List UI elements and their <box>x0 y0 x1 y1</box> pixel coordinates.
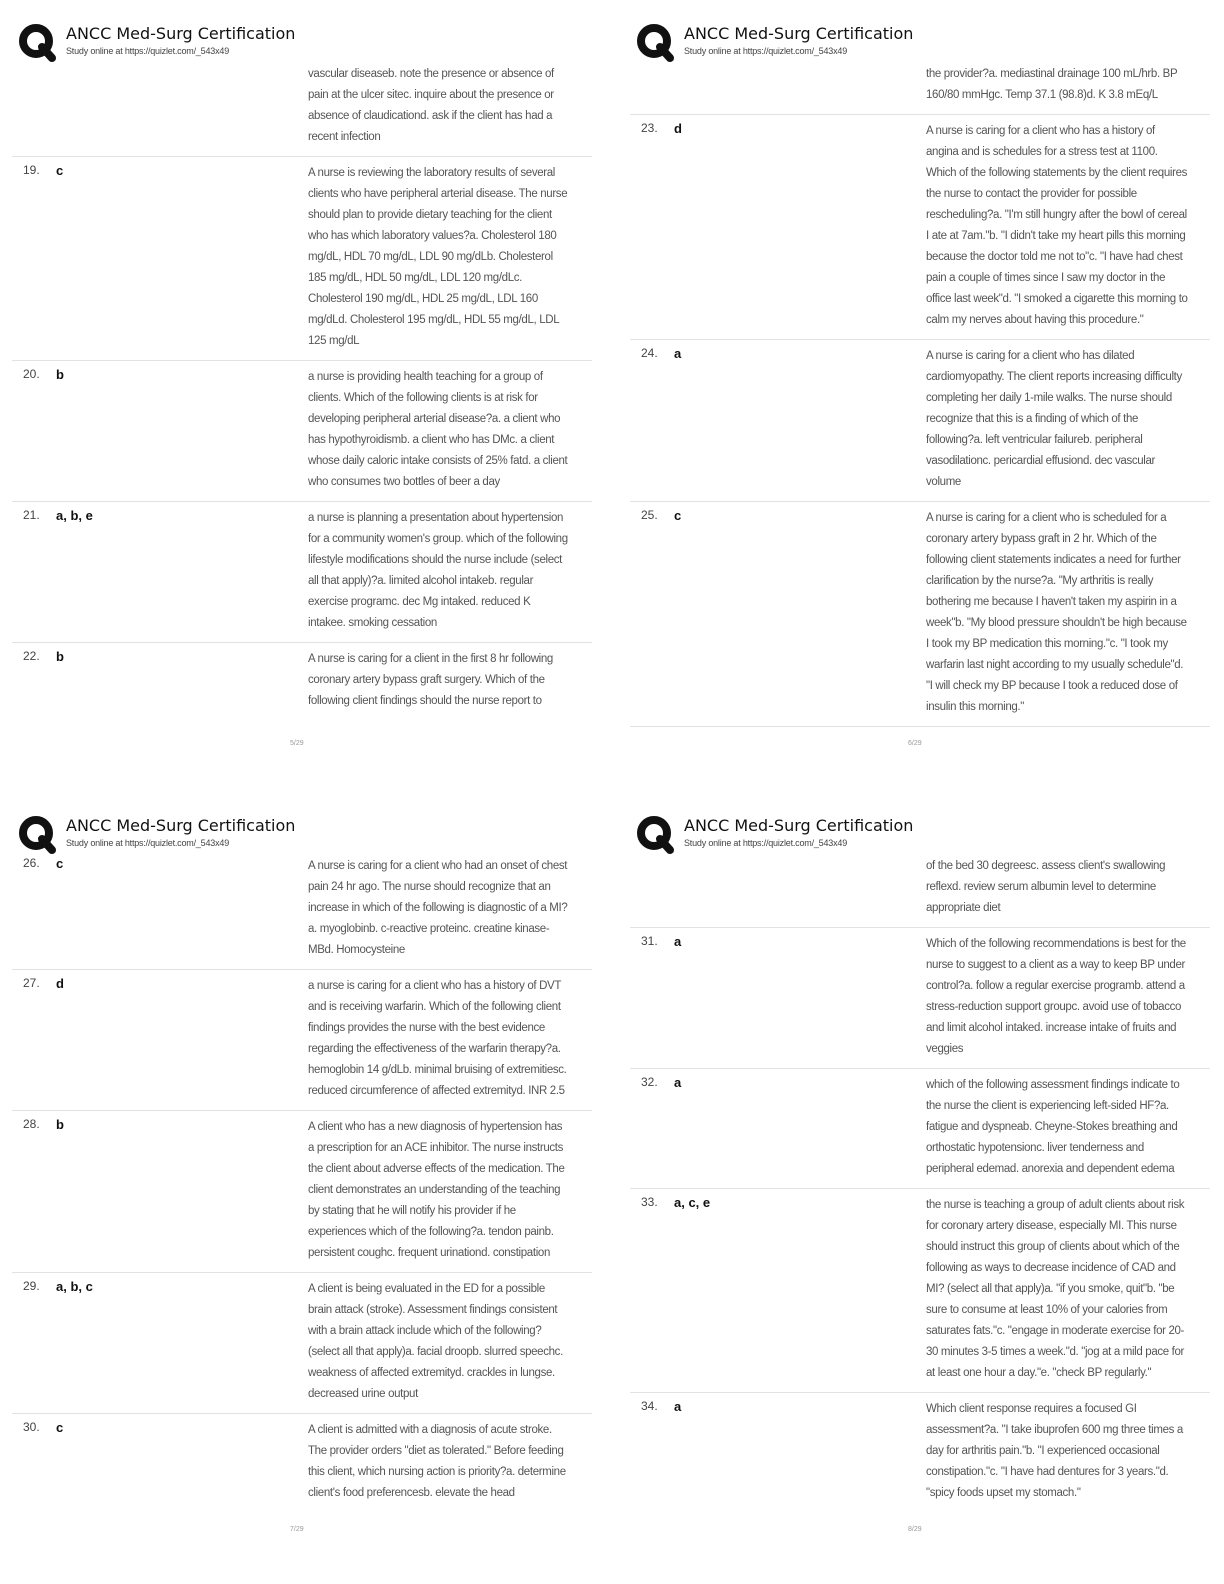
card-answer: a, b, e <box>56 508 93 523</box>
page-5 <box>12 8 612 788</box>
card-question: A nurse is reviewing the laboratory results of several clients who have peripheral arterial disease. The nurse should plan to provide dietary teaching for the client who has which laboratory values?a. Cholesterol 180 mg/dL, HDL 70 mg/dL, LDL 90 mg/dLb. Cholesterol 185 mg/dL, HDL 50 mg/dL, LDL 120 mg/dLc. Cholesterol 190 mg/dL, HDL 25 mg/dL, LDL 160 mg/dLd. Cholesterol 195 mg/dL, HDL 55 mg/dL, LDL 125 mg/dL <box>308 167 568 347</box>
card-row <box>630 502 1210 727</box>
card-answer: a <box>674 934 682 949</box>
page-number: 8/29 <box>908 1526 922 1533</box>
card-number: 19. <box>23 163 40 177</box>
card-number: 23. <box>641 121 658 135</box>
page-number: 7/29 <box>290 1526 304 1533</box>
card-row <box>12 361 592 502</box>
card-row <box>630 928 1210 1069</box>
card-row <box>12 157 592 361</box>
card-question: a nurse is providing health teaching for a group of clients. Which of the following clients is at risk for developing peripheral arterial disease?a. a client who has hypothyroidismb. a client who has DMc. a client whose daily caloric intake consists of 25% fatd. a client who consumes two bottles of beer a day <box>308 371 568 488</box>
doc-title: ANCC Med-Surg Certification <box>684 24 914 43</box>
quizlet-logo-icon <box>636 814 676 854</box>
card-answer: a <box>674 1399 682 1414</box>
card-question: Which client response requires a focused GI assessment?a. "I take ibuprofen 600 mg three times a day for arthritis pain."b. "I experienced occasional constipation."c. "I have had dentures for 3 years."d. "spicy foods upset my stomach." <box>926 1403 1183 1499</box>
card-answer: b <box>56 367 64 382</box>
card-row <box>12 1111 592 1273</box>
card-answer: c <box>56 163 64 178</box>
page-header <box>636 814 1196 854</box>
card-question: A client who has a new diagnosis of hypertension has a prescription for an ACE inhibitor. The nurse instructs the client about adverse effects of the medication. The client demonstrates an understanding of the teaching by stating that he will notify his provider if he experiences which of the following?a. tendon painb. persistent coughc. frequent urinationd. constipation <box>308 1121 565 1259</box>
card-question: a nurse is caring for a client who has a history of DVT and is receiving warfarin. Which of the following client findings provides the nurse with the best evidence regarding the effectiveness of the warfarin therapy?a. hemoglobin 14 g/dLb. minimal bruising of extremitiesc. reduced circumference of affected extremityd. INR 2.5 <box>308 980 567 1097</box>
page-number: 6/29 <box>908 740 922 747</box>
card-row <box>630 115 1210 340</box>
card-question: vascular diseaseb. note the presence or absence of pain at the ulcer sitec. inquire about the presence or absence of claudicationd. ask if the client has had a recent infection <box>308 68 554 143</box>
quizlet-logo-icon <box>636 22 676 62</box>
quizlet-logo-icon <box>18 814 58 854</box>
page-header <box>18 814 578 854</box>
doc-title: ANCC Med-Surg Certification <box>66 816 296 835</box>
card-number: 27. <box>23 976 40 990</box>
doc-title: ANCC Med-Surg Certification <box>66 24 296 43</box>
card-number <box>12 64 46 148</box>
card-row <box>12 643 592 720</box>
card-list <box>630 64 1210 727</box>
card-answer <box>664 856 926 919</box>
card-question: the provider?a. mediastinal drainage 100 mL/hrb. BP 160/80 mmHgc. Temp 37.1 (98.8)d. K 3.8 mEq/L <box>926 68 1178 101</box>
card-question: Which of the following recommendations is best for the nurse to suggest to a client as a way to keep BP under control?a. follow a regular exercise programb. attend a stress-reduction support groupc. avoid use of tobacco and limit alcohol intaked. increase intake of fruits and veggies <box>926 938 1186 1055</box>
card-row <box>12 856 592 970</box>
card-row <box>630 64 1210 115</box>
card-question: A client is being evaluated in the ED for a possible brain attack (stroke). Assessment findings consistent with a brain attack include which of the following? (select all that apply)a. facial droopb. slurred speechc. weakness of affected extremityd. crackles in lungse. decreased urine output <box>308 1283 563 1400</box>
card-answer: b <box>56 1117 64 1132</box>
card-question: A nurse is caring for a client who had an onset of chest pain 24 hr ago. The nurse should recognize that an increase in which of the following is diagnostic of a MI?a. myoglobinb. c-reactive proteinc. creatine kinase- MBd. Homocysteine <box>308 860 568 956</box>
card-number: 20. <box>23 367 40 381</box>
card-question: A client is admitted with a diagnosis of acute stroke. The provider orders "diet as tolerated." Before feeding this client, which nursing action is priority?a. determine client's food preferencesb. elevate the head <box>308 1424 566 1499</box>
card-answer: b <box>56 649 64 664</box>
page-7 <box>12 800 612 1580</box>
card-question: a nurse is planning a presentation about hypertension for a community women's group. which of the following lifestyle modifications should the nurse include (select all that apply)?a. limited alcohol intakeb. regular exercise programc. dec Mg intaked. reduced K intakee. smoking cessation <box>308 512 568 629</box>
card-number: 24. <box>641 346 658 360</box>
card-answer: a <box>674 346 682 361</box>
card-answer: d <box>674 121 682 136</box>
card-number <box>630 64 664 106</box>
doc-subtitle: Study online at https://quizlet.com/_543x49 <box>684 46 848 56</box>
card-row <box>630 340 1210 502</box>
card-question: which of the following assessment findings indicate to the nurse the client is experiencing left-sided HF?a. fatigue and dyspneab. Cheyne-Stokes breathing and orthostatic hypotensionc. liver tenderness and peripheral edemad. anorexia and dependent edema <box>926 1079 1180 1175</box>
card-row <box>12 502 592 643</box>
card-question: A nurse is caring for a client who is scheduled for a coronary artery bypass graft in 2 hr. Which of the following client statements indicates a need for further clarification by the nurse?a. "My arthritis is really bothering me because I haven't taken my aspirin in a week"b. "My blood pressure shouldn't be high because I took my BP medication this morning."c. "I took my warfarin last night according to my usually schedule"d. "I will check my BP because I took a reduced dose of insulin this morning." <box>926 512 1187 713</box>
card-list <box>12 64 592 720</box>
doc-subtitle: Study online at https://quizlet.com/_543x49 <box>684 838 848 848</box>
card-question: A nurse is caring for a client in the first 8 hr following coronary artery bypass graft surgery. Which of the following client findings should the nurse report to <box>308 653 553 707</box>
doc-subtitle: Study online at https://quizlet.com/_543x49 <box>66 46 230 56</box>
card-row <box>12 64 592 157</box>
quizlet-logo-icon <box>18 22 58 62</box>
card-number: 25. <box>641 508 658 522</box>
card-row <box>630 856 1210 928</box>
card-answer: c <box>674 508 682 523</box>
card-row <box>12 970 592 1111</box>
card-number: 30. <box>23 1420 40 1434</box>
card-answer: c <box>56 856 64 871</box>
card-question: A nurse is caring for a client who has dilated cardiomyopathy. The client reports increasing difficulty completing her daily 1-mile walks. The nurse should recognize that this is a finding of which of the following?a. left ventricular failureb. peripheral vasodilationc. pericardial effusiond. dec vascular volume <box>926 350 1182 488</box>
card-number: 31. <box>641 934 658 948</box>
card-row <box>630 1393 1210 1512</box>
card-question: A nurse is caring for a client who has a history of angina and is schedules for a stress test at 1100. Which of the following statements by the client requires the nurse to contact the provider for possible rescheduling?a. "I'm still hungry after the bowl of cereal I ate at 7am."b. "I didn't take my heart pills this morning because the doctor told me not to"c. "I have had chest pain a couple of times since I saw my doctor in the office last week"d. "I smoked a cigarette this morning to calm my nerves about having this procedure." <box>926 125 1188 326</box>
card-answer <box>664 64 926 106</box>
card-answer: a, c, e <box>674 1195 711 1210</box>
card-number: 28. <box>23 1117 40 1131</box>
card-answer: a, b, c <box>56 1279 93 1294</box>
page-number: 5/29 <box>290 740 304 747</box>
card-row <box>12 1273 592 1414</box>
card-answer: d <box>56 976 64 991</box>
card-list <box>630 856 1210 1512</box>
card-number: 21. <box>23 508 40 522</box>
card-question: of the bed 30 degreesc. assess client's swallowing reflexd. review serum albumin level to determine appropriate diet <box>926 860 1166 914</box>
doc-subtitle: Study online at https://quizlet.com/_543x49 <box>66 838 230 848</box>
page-header <box>636 22 1196 62</box>
page-8 <box>630 800 1224 1580</box>
card-answer: a <box>674 1075 682 1090</box>
card-number: 33. <box>641 1195 658 1209</box>
card-number: 32. <box>641 1075 658 1089</box>
card-row <box>12 1414 592 1512</box>
card-number: 34. <box>641 1399 658 1413</box>
card-number <box>630 856 664 919</box>
card-question: the nurse is teaching a group of adult clients about risk for coronary artery disease, especially MI. This nurse should instruct this group of clients about which of the following as ways to decrease incidence of CAD and MI? (select all that apply)a. "if you smoke, quit"b. "be sure to consume at least 10% of your calories from saturates fats."c. "engage in moderate exercise for 20-30 minutes 3-5 times a week."d. "jog at a mild pace for at least one hour a day."e. "check BP regularly." <box>926 1199 1185 1379</box>
card-answer: c <box>56 1420 64 1435</box>
card-number: 29. <box>23 1279 40 1293</box>
page-6 <box>630 8 1224 788</box>
card-row <box>630 1189 1210 1393</box>
card-row <box>630 1069 1210 1189</box>
card-number: 26. <box>23 856 40 870</box>
doc-title: ANCC Med-Surg Certification <box>684 816 914 835</box>
page-header <box>18 22 578 62</box>
card-answer <box>46 64 308 148</box>
card-number: 22. <box>23 649 40 663</box>
card-list <box>12 856 592 1512</box>
